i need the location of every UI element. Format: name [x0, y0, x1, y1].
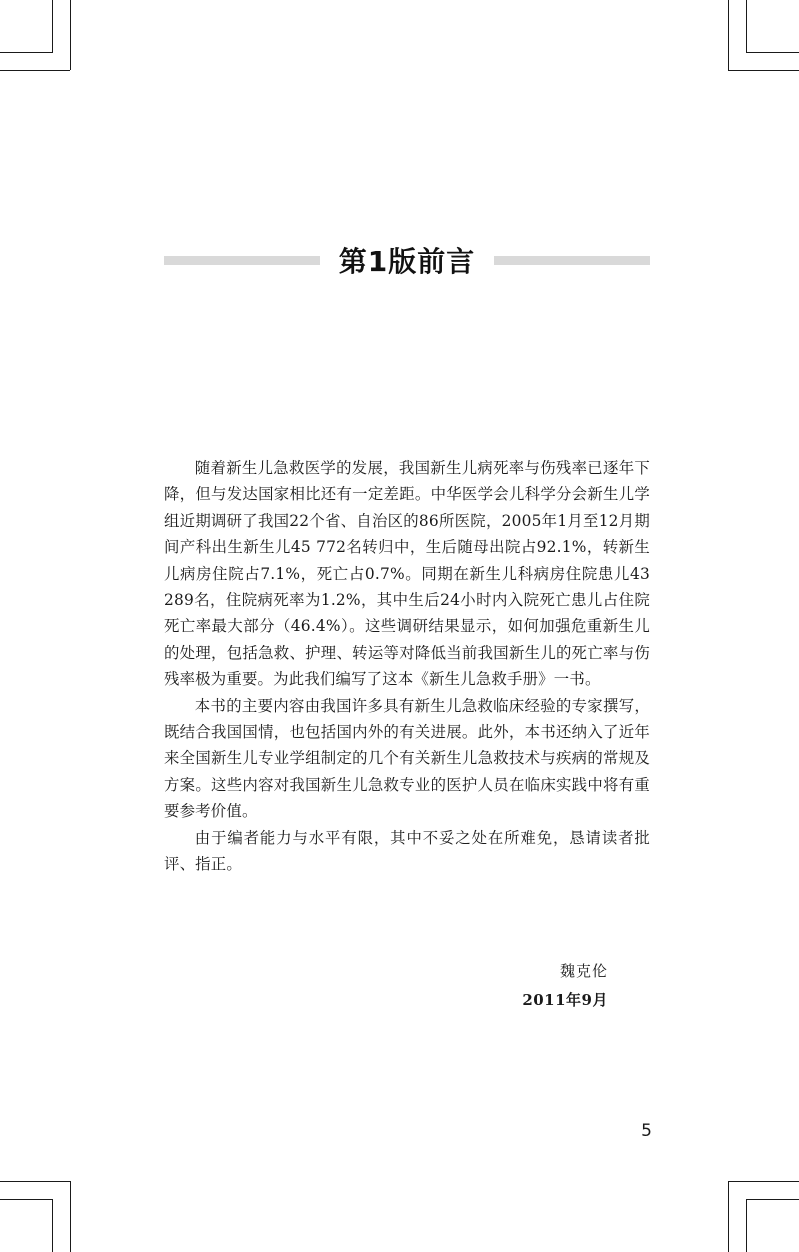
- crop-mark-top-right-horizontal: [746, 52, 799, 53]
- crop-mark-top-right-inner-vertical: [746, 0, 747, 52]
- page-number: 5: [641, 1121, 652, 1141]
- crop-mark-top-left-inner-vertical: [52, 0, 53, 52]
- preface-paragraph-1: 随着新生儿急救医学的发展，我国新生儿病死率与伤残率已逐年下降，但与发达国家相比还有一定差距。中华医学会儿科学分会新生儿学组近期调研了我国22个省、自治区的86所医院，2005年1月至12月期间产科出生新生儿45 772名转归中，生后随母出院占92.1%，转新生儿病房住院占7.1%，死亡占0.7%。同期在新生儿科病房住院患儿43 289名，住院病死率为1.2%，其中生后24小时内入院死亡患儿占住院死亡率最大部分（46.4%）。这些调研结果显示，如何加强危重新生儿的处理，包括急救、护理、转运等对降低当前我国新生儿的死亡率与伤残率极为重要。为此我们编写了这本《新生儿急救手册》一书。: [164, 459, 650, 689]
- preface-paragraph-3: 由于编者能力与水平有限，其中不妥之处在所难免，恳请读者批评、指正。: [164, 828, 650, 874]
- crop-mark-bottom-left-horizontal: [0, 1199, 53, 1200]
- title-decor-bar-left: [164, 256, 320, 265]
- signature-date: 2011年9月: [522, 991, 608, 1009]
- preface-body: [164, 455, 650, 878]
- crop-mark-top-right-inner-horizontal: [728, 70, 799, 71]
- crop-mark-bottom-right-vertical: [728, 1181, 729, 1252]
- crop-mark-bottom-left-inner-horizontal: [0, 1181, 70, 1182]
- signature-block: [440, 958, 608, 1016]
- crop-mark-bottom-right-inner-vertical: [746, 1199, 747, 1252]
- preface-paragraph-2: 本书的主要内容由我国许多具有新生儿急救临床经验的专家撰写，既结合我国国情，也包括国内外的有关进展。此外，本书还纳入了近年来全国新生儿专业学组制定的几个有关新生儿急救技术与疾病的常规及方案。这些内容对我国新生儿急救专业的医护人员在临床实践中将有重要参考价值。: [164, 696, 650, 821]
- crop-mark-bottom-left-inner-vertical: [52, 1199, 53, 1252]
- crop-mark-top-left-vertical: [70, 0, 71, 70]
- chapter-title-row: [164, 243, 650, 283]
- crop-mark-bottom-right-horizontal: [746, 1199, 799, 1200]
- title-decor-bar-right: [494, 256, 650, 265]
- crop-mark-top-left-inner-horizontal: [0, 70, 70, 71]
- crop-mark-top-right-vertical: [728, 0, 729, 70]
- crop-mark-top-left-horizontal: [0, 52, 53, 53]
- crop-mark-bottom-right-inner-horizontal: [728, 1181, 799, 1182]
- chapter-title: 第1版前言: [338, 245, 476, 278]
- crop-mark-bottom-left-vertical: [70, 1181, 71, 1252]
- author-name: 魏克伦: [559, 962, 608, 980]
